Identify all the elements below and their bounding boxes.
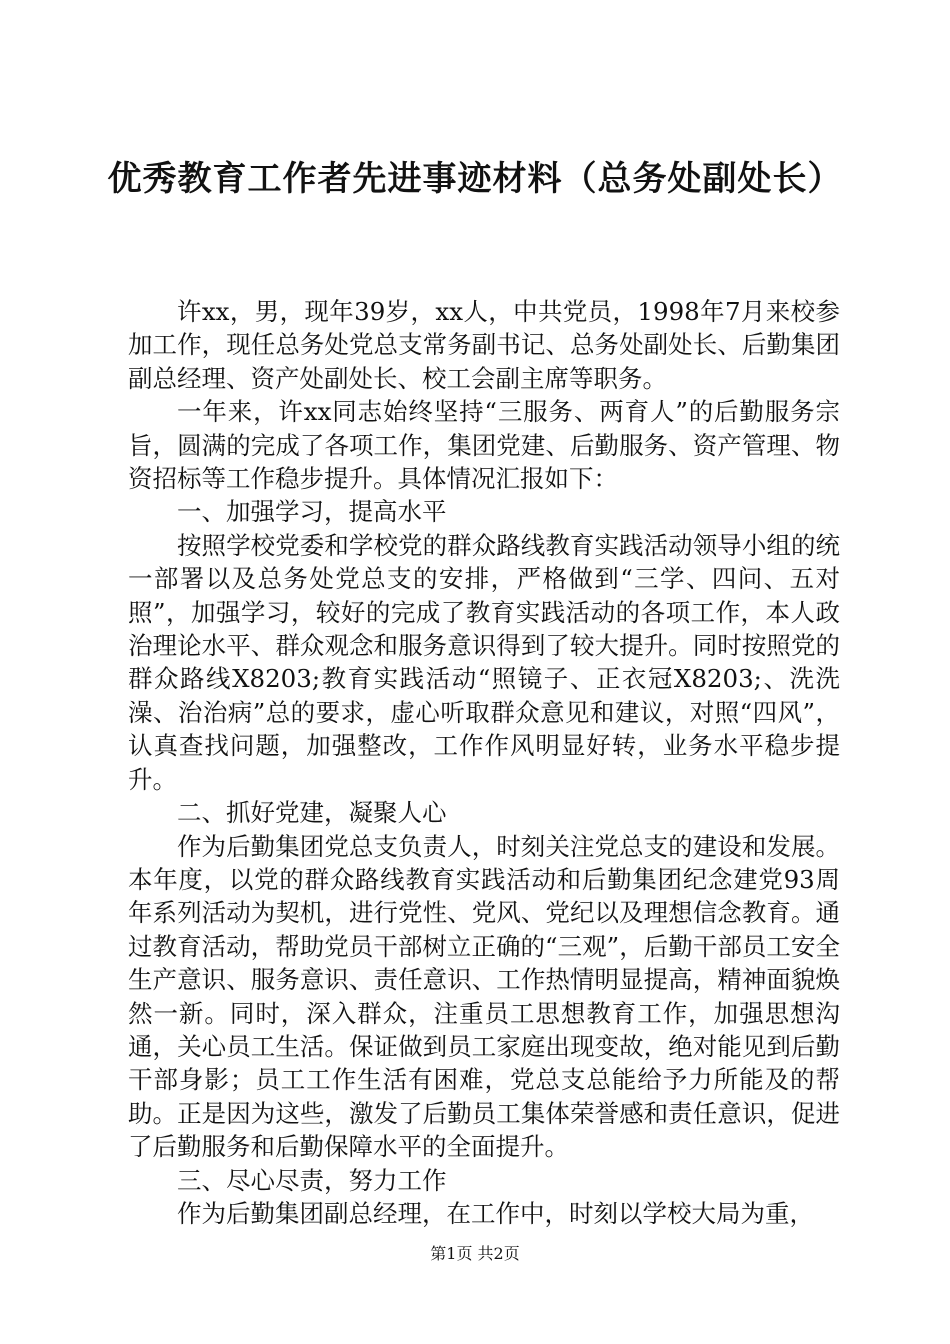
- document-title: 优秀教育工作者先进事迹材料（总务处副处长）: [107, 159, 843, 199]
- document-body: [128, 295, 840, 1230]
- paragraph-section-1: 按照学校党委和学校党的群众路线教育实践活动领导小组的统一部署以及总务处党总支的安排，严格做到“三学、四问、五对照”，加强学习，较好的完成了教育实践活动的各项工作，本人政治理论水平、群众观念和服务意识得到了较大提升。同时按照党的群众路线X8203;教育实践活动“照镜子、正衣冠X8203;、洗洗澡、治治病”总的要求，虚心听取群众意见和建议，对照“四风”，认真查找问题，加强整改，工作作风明显好转，业务水平稳步提升。: [128, 530, 840, 794]
- paragraph-section-2: 作为后勤集团党总支负责人，时刻关注党总支的建设和发展。本年度，以党的群众路线教育实践活动和后勤集团纪念建党93周年系列活动为契机，进行党性、党风、党纪以及理想信念教育。通过教育活动，帮助党员干部树立正确的“三观”，后勤干部员工安全生产意识、服务意识、责任意识、工作热情明显提高，精神面貌焕然一新。同时，深入群众，注重员工思想教育工作，加强思想沟通，关心员工生活。保证做到员工家庭出现变故，绝对能见到后勤干部身影；员工工作生活有困难，党总支总能给予力所能及的帮助。正是因为这些，激发了后勤员工集体荣誉感和责任意识，促进了后勤服务和后勤保障水平的全面提升。: [128, 831, 840, 1162]
- paragraph-intro: 许xx，男，现年39岁，xx人，中共党员，1998年7月来校参加工作，现任总务处党总支常务副书记、总务处副处长、后勤集团副总经理、资产处副处长、校工会副主席等职务。: [128, 297, 840, 393]
- paragraph-summary: 一年来，许xx同志始终坚持“三服务、两育人”的后勤服务宗旨，圆满的完成了各项工作，集团党建、后勤服务、资产管理、物资招标等工作稳步提升。具体情况汇报如下：: [128, 397, 840, 494]
- page-footer: 第1页 共2页: [430, 1244, 520, 1263]
- section-heading-3: 三、尽心尽责，努力工作: [177, 1165, 447, 1195]
- paragraph-section-3: 作为后勤集团副总经理，在工作中，时刻以学校大局为重，: [177, 1198, 814, 1228]
- section-heading-2: 二、抓好党建，凝聚人心: [177, 798, 447, 828]
- section-heading-1: 一、加强学习，提高水平: [177, 497, 447, 527]
